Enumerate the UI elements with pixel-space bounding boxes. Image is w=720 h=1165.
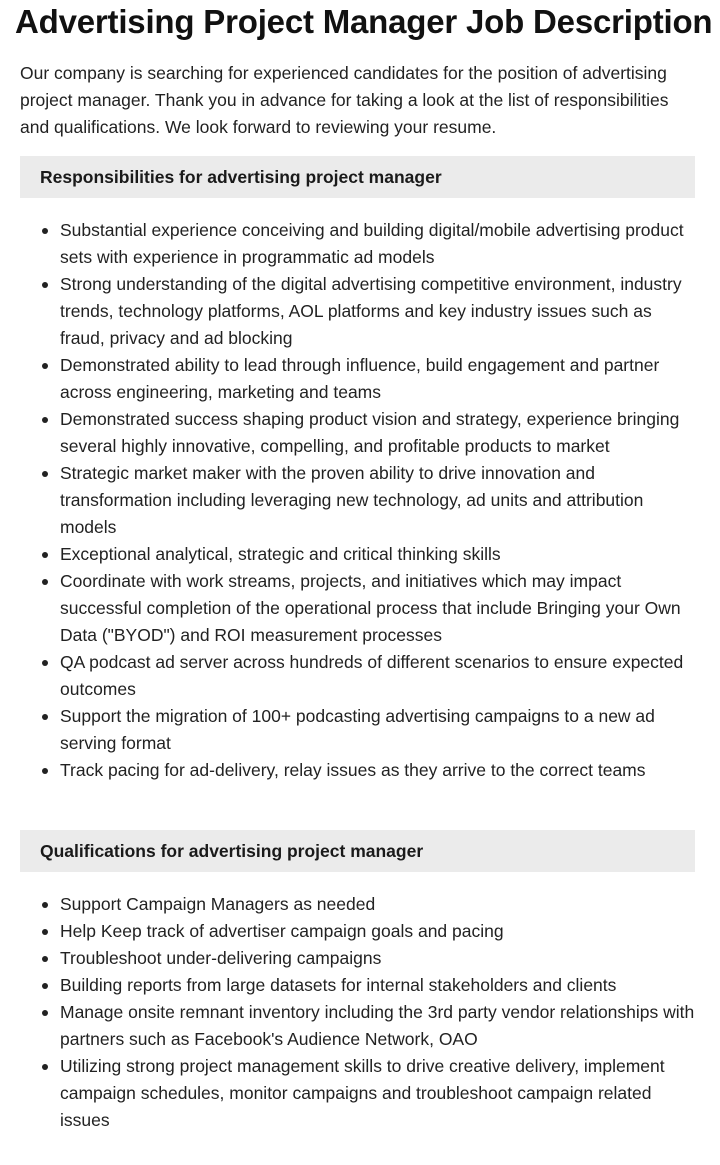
list-item: Strategic market maker with the proven ability to drive innovation and transformation including leveraging new technology, ad units and attribution models <box>60 460 700 541</box>
list-item: Strong understanding of the digital advertising competitive environment, industry trends, technology platforms, AOL platforms and key industry issues such as fraud, privacy and ad blocking <box>60 271 700 352</box>
list-item: Demonstrated success shaping product vision and strategy, experience bringing several highly innovative, compelling, and profitable products to market <box>60 406 700 460</box>
list-item: Manage onsite remnant inventory including the 3rd party vendor relationships with partners such as Facebook's Audience Network, OAO <box>60 999 700 1053</box>
list-item: Track pacing for ad-delivery, relay issues as they arrive to the correct teams <box>60 757 700 784</box>
list-item: Demonstrated ability to lead through influence, build engagement and partner across engineering, marketing and teams <box>60 352 700 406</box>
list-item: Utilizing strong project management skills to drive creative delivery, implement campaign schedules, monitor campaigns and troubleshoot campaign related issues <box>60 1053 700 1134</box>
list-item: Exceptional analytical, strategic and critical thinking skills <box>60 541 700 568</box>
responsibilities-list <box>20 217 700 784</box>
intro-paragraph: Our company is searching for experienced candidates for the position of advertising project manager. Thank you in advance for taking a look at the list of responsibilities and qualifications. We look forward to reviewing your resume. <box>20 63 669 137</box>
list-item: Building reports from large datasets for internal stakeholders and clients <box>60 972 700 999</box>
list-item: Substantial experience conceiving and building digital/mobile advertising product sets with experience in programmatic ad models <box>60 217 700 271</box>
qualifications-heading: Qualifications for advertising project manager <box>20 830 695 872</box>
list-item: Coordinate with work streams, projects, and initiatives which may impact successful completion of the operational process that include Bringing your Own Data ("BYOD") and ROI measurement processes <box>60 568 700 649</box>
page-title: Advertising Project Manager Job Description <box>15 3 713 40</box>
list-item: Help Keep track of advertiser campaign goals and pacing <box>60 918 700 945</box>
responsibilities-heading: Responsibilities for advertising project manager <box>20 156 695 198</box>
qualifications-list <box>20 891 700 1134</box>
list-item: Support Campaign Managers as needed <box>60 891 700 918</box>
list-item: Support the migration of 100+ podcasting advertising campaigns to a new ad serving format <box>60 703 700 757</box>
list-item: Troubleshoot under-delivering campaigns <box>60 945 700 972</box>
list-item: QA podcast ad server across hundreds of different scenarios to ensure expected outcomes <box>60 649 700 703</box>
